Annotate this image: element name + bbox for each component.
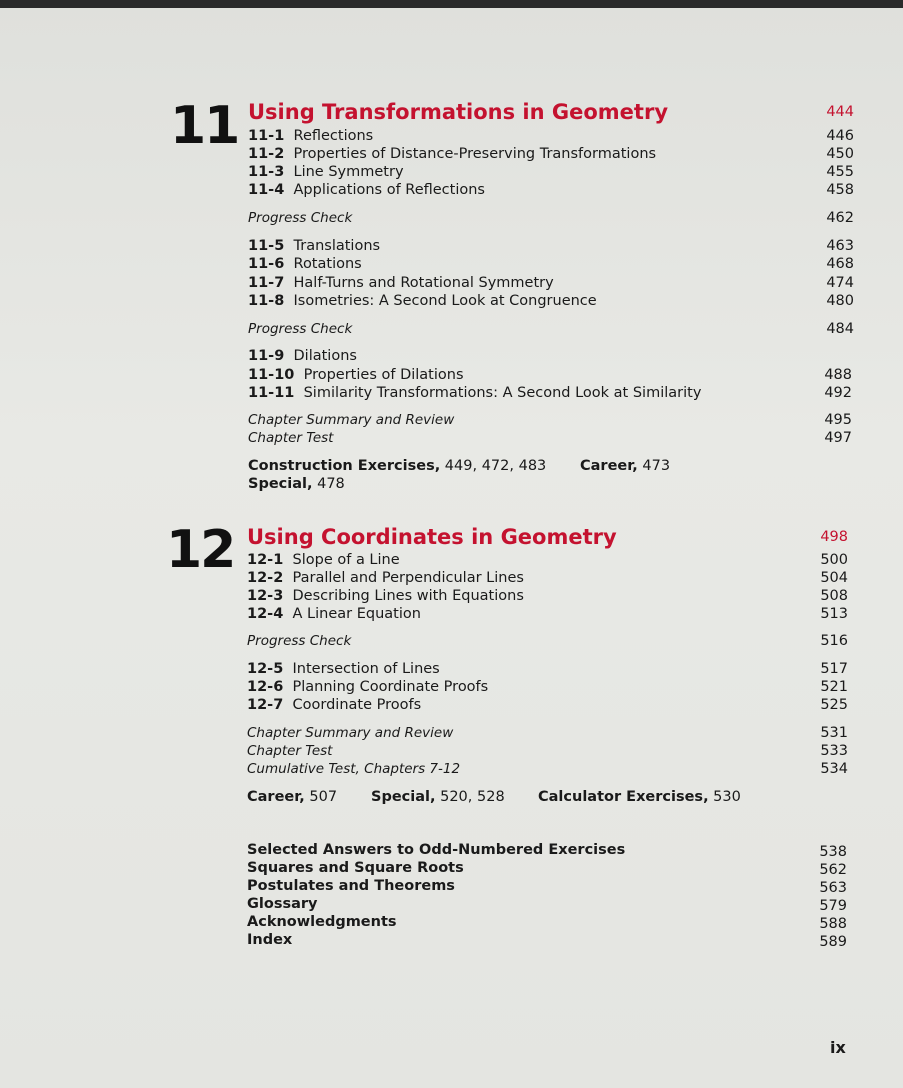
toc-entry — [0, 410, 903, 430]
chapter-title[interactable]: Using Coordinates in Geometry — [247, 525, 617, 549]
toc-entry — [0, 695, 903, 715]
feature-pages: 449, 472, 483 — [440, 458, 547, 474]
feature-pages: 530 — [708, 789, 741, 805]
page-number: 468 — [826, 256, 854, 272]
page-number: 488 — [824, 367, 852, 383]
feature-name: Career, — [247, 789, 305, 805]
page-number: 484 — [826, 321, 854, 337]
lesson-number: 11-4 — [248, 182, 285, 198]
lesson-title: A Linear Equation — [283, 606, 421, 622]
toc-entry — [0, 126, 903, 146]
lesson-number: 12-7 — [247, 697, 284, 713]
feature-entry[interactable] — [538, 787, 741, 807]
lesson-title: Isometries: A Second Look at Congruence — [284, 293, 597, 309]
toc-entry — [0, 741, 903, 761]
chapter-title-row — [0, 101, 903, 123]
entry-label[interactable] — [248, 180, 485, 200]
lesson-title: Properties of Distance-Preserving Transformations — [284, 146, 657, 162]
lesson-number: 12-1 — [247, 552, 284, 568]
lesson-number: 11-9 — [248, 348, 285, 364]
lesson-number: 12-5 — [247, 661, 284, 677]
toc-entry — [0, 365, 903, 385]
chapter-title[interactable]: Using Transformations in Geometry — [248, 100, 669, 124]
entry-label[interactable] — [248, 365, 464, 385]
entry-label[interactable] — [247, 604, 421, 624]
lesson-number: 11-2 — [248, 146, 285, 162]
lesson-number: 11-3 — [248, 164, 285, 180]
toc-entry — [0, 273, 903, 293]
toc-entry — [0, 162, 903, 182]
page-folio: ix — [830, 1038, 846, 1057]
entry-label[interactable]: Chapter Summary and Review — [247, 725, 454, 741]
lesson-title: Coordinate Proofs — [283, 697, 422, 713]
lesson-number: 11-10 — [248, 367, 295, 383]
page-number: 521 — [820, 679, 848, 695]
lesson-title: Rotations — [284, 256, 362, 272]
toc-entry — [0, 550, 903, 570]
lesson-number: 11-8 — [248, 293, 285, 309]
entry-label[interactable]: Chapter Test — [248, 430, 334, 446]
entry-label[interactable] — [248, 254, 362, 274]
page-number: 462 — [826, 210, 854, 226]
lesson-number: 11-1 — [248, 128, 285, 144]
feature-list — [0, 474, 903, 494]
feature-name: Calculator Exercises, — [538, 789, 709, 805]
toc-entry — [0, 254, 903, 274]
toc-entry — [0, 723, 903, 743]
toc-entry — [0, 759, 903, 779]
lesson-number: 12-6 — [247, 679, 284, 695]
page-number: 533 — [820, 743, 848, 759]
page-number: 508 — [820, 588, 848, 604]
entry-label[interactable] — [247, 568, 524, 588]
page-number: 516 — [820, 633, 848, 649]
page-number: 525 — [820, 697, 848, 713]
entry-label[interactable] — [247, 550, 400, 570]
feature-entry[interactable] — [247, 787, 337, 807]
lesson-title: Reflections — [284, 128, 374, 144]
page-number: 534 — [820, 761, 848, 777]
page-number: 589 — [819, 934, 847, 950]
lesson-title: Parallel and Perpendicular Lines — [283, 570, 524, 586]
entry-label[interactable] — [248, 383, 701, 403]
feature-pages: 473 — [637, 458, 671, 474]
page-number: 563 — [819, 880, 847, 896]
back-matter-entry — [0, 894, 903, 914]
toc-entry — [0, 383, 903, 403]
lesson-title: Slope of a Line — [283, 552, 400, 568]
toc-entry — [0, 291, 903, 311]
lesson-number: 11-5 — [248, 238, 285, 254]
entry-label[interactable]: Progress Check — [247, 633, 352, 649]
entry-label[interactable]: Chapter Test — [247, 743, 333, 759]
entry-label[interactable] — [247, 659, 440, 679]
page-number: 446 — [826, 128, 854, 144]
feature-name: Career, — [580, 458, 638, 474]
lesson-title: Properties of Dilations — [294, 367, 464, 383]
entry-label[interactable] — [248, 236, 380, 256]
back-matter-label[interactable]: Acknowledgments — [247, 914, 397, 930]
feature-entry[interactable] — [580, 456, 670, 476]
lesson-number: 12-4 — [247, 606, 284, 622]
toc-entry — [0, 568, 903, 588]
entry-label[interactable] — [247, 586, 524, 606]
lesson-title: Translations — [284, 238, 381, 254]
page-number: 579 — [819, 898, 847, 914]
page-number: 492 — [824, 385, 852, 401]
lesson-title: Intersection of Lines — [283, 661, 440, 677]
entry-label[interactable] — [247, 677, 488, 697]
feature-name: Special, — [248, 476, 313, 492]
entry-label[interactable]: Progress Check — [248, 210, 353, 226]
entry-label[interactable]: Progress Check — [248, 321, 353, 337]
page-number: 498 — [820, 529, 848, 545]
lesson-title: Applications of Reflections — [284, 182, 485, 198]
page-number: 497 — [824, 430, 852, 446]
lesson-title: Similarity Transformations: A Second Look at Similarity — [294, 385, 702, 401]
entry-label[interactable]: Chapter Summary and Review — [248, 412, 455, 428]
page-number: 531 — [820, 725, 848, 741]
feature-entry[interactable] — [248, 474, 345, 494]
lesson-number: 11-6 — [248, 256, 285, 272]
page-number: 474 — [826, 275, 854, 291]
back-matter-entry — [0, 930, 903, 950]
back-matter-entry — [0, 912, 903, 932]
back-matter-label[interactable]: Selected Answers to Odd-Numbered Exercises — [247, 842, 626, 858]
chapter-number: 12 — [166, 520, 235, 580]
page-number: 513 — [820, 606, 848, 622]
toc-entry — [0, 144, 903, 164]
page-number: 450 — [826, 146, 854, 162]
page-number: 458 — [826, 182, 854, 198]
toc-entry — [0, 659, 903, 679]
lesson-number: 11-7 — [248, 275, 285, 291]
feature-list — [0, 787, 903, 807]
lesson-number: 12-2 — [247, 570, 284, 586]
toc-entry — [0, 180, 903, 200]
page-number: 455 — [826, 164, 854, 180]
scan-edge — [0, 0, 903, 8]
lesson-title: Planning Coordinate Proofs — [283, 679, 489, 695]
back-matter-entry — [0, 840, 903, 860]
feature-entry[interactable] — [371, 787, 505, 807]
chapter-title-row — [0, 526, 903, 548]
lesson-title: Half-Turns and Rotational Symmetry — [284, 275, 554, 291]
lesson-number: 12-3 — [247, 588, 284, 604]
toc-entry — [0, 428, 903, 448]
page-number: 562 — [819, 862, 847, 878]
page-number: 500 — [820, 552, 848, 568]
page-number: 444 — [826, 104, 854, 120]
toc-entry — [0, 677, 903, 697]
toc-entry — [0, 346, 903, 366]
page-number: 504 — [820, 570, 848, 586]
toc-entry — [0, 208, 903, 228]
page-number: 495 — [824, 412, 852, 428]
feature-list — [0, 456, 903, 476]
toc-entry — [0, 319, 903, 339]
entry-label[interactable] — [248, 291, 597, 311]
toc-entry — [0, 236, 903, 256]
page-number: 517 — [820, 661, 848, 677]
page-number: 588 — [819, 916, 847, 932]
back-matter-entry — [0, 858, 903, 878]
page-number: 463 — [826, 238, 854, 254]
back-matter-label[interactable]: Postulates and Theorems — [247, 878, 455, 894]
chapter-number: 11 — [170, 96, 239, 156]
feature-entry[interactable] — [248, 456, 546, 476]
lesson-title: Dilations — [284, 348, 357, 364]
back-matter-label[interactable]: Glossary — [247, 896, 318, 912]
back-matter-label[interactable]: Index — [247, 932, 293, 948]
lesson-title: Describing Lines with Equations — [283, 588, 524, 604]
entry-label[interactable] — [248, 273, 554, 293]
feature-pages: 520, 528 — [435, 789, 505, 805]
entry-label[interactable]: Cumulative Test, Chapters 7-12 — [247, 761, 461, 777]
lesson-title: Line Symmetry — [284, 164, 404, 180]
back-matter-label[interactable]: Squares and Square Roots — [247, 860, 464, 876]
feature-pages: 507 — [304, 789, 338, 805]
entry-label[interactable] — [247, 695, 421, 715]
page-number: 480 — [826, 293, 854, 309]
feature-name: Construction Exercises, — [248, 458, 441, 474]
page-number: 538 — [819, 844, 847, 860]
toc-entry — [0, 586, 903, 606]
toc-entry — [0, 604, 903, 624]
entry-label[interactable] — [248, 126, 373, 146]
back-matter-entry — [0, 876, 903, 896]
feature-name: Special, — [371, 789, 436, 805]
entry-label[interactable] — [248, 162, 404, 182]
feature-pages: 478 — [312, 476, 345, 492]
toc-entry — [0, 631, 903, 651]
entry-label[interactable] — [248, 144, 656, 164]
entry-label[interactable] — [248, 346, 357, 366]
lesson-number: 11-11 — [248, 385, 295, 401]
